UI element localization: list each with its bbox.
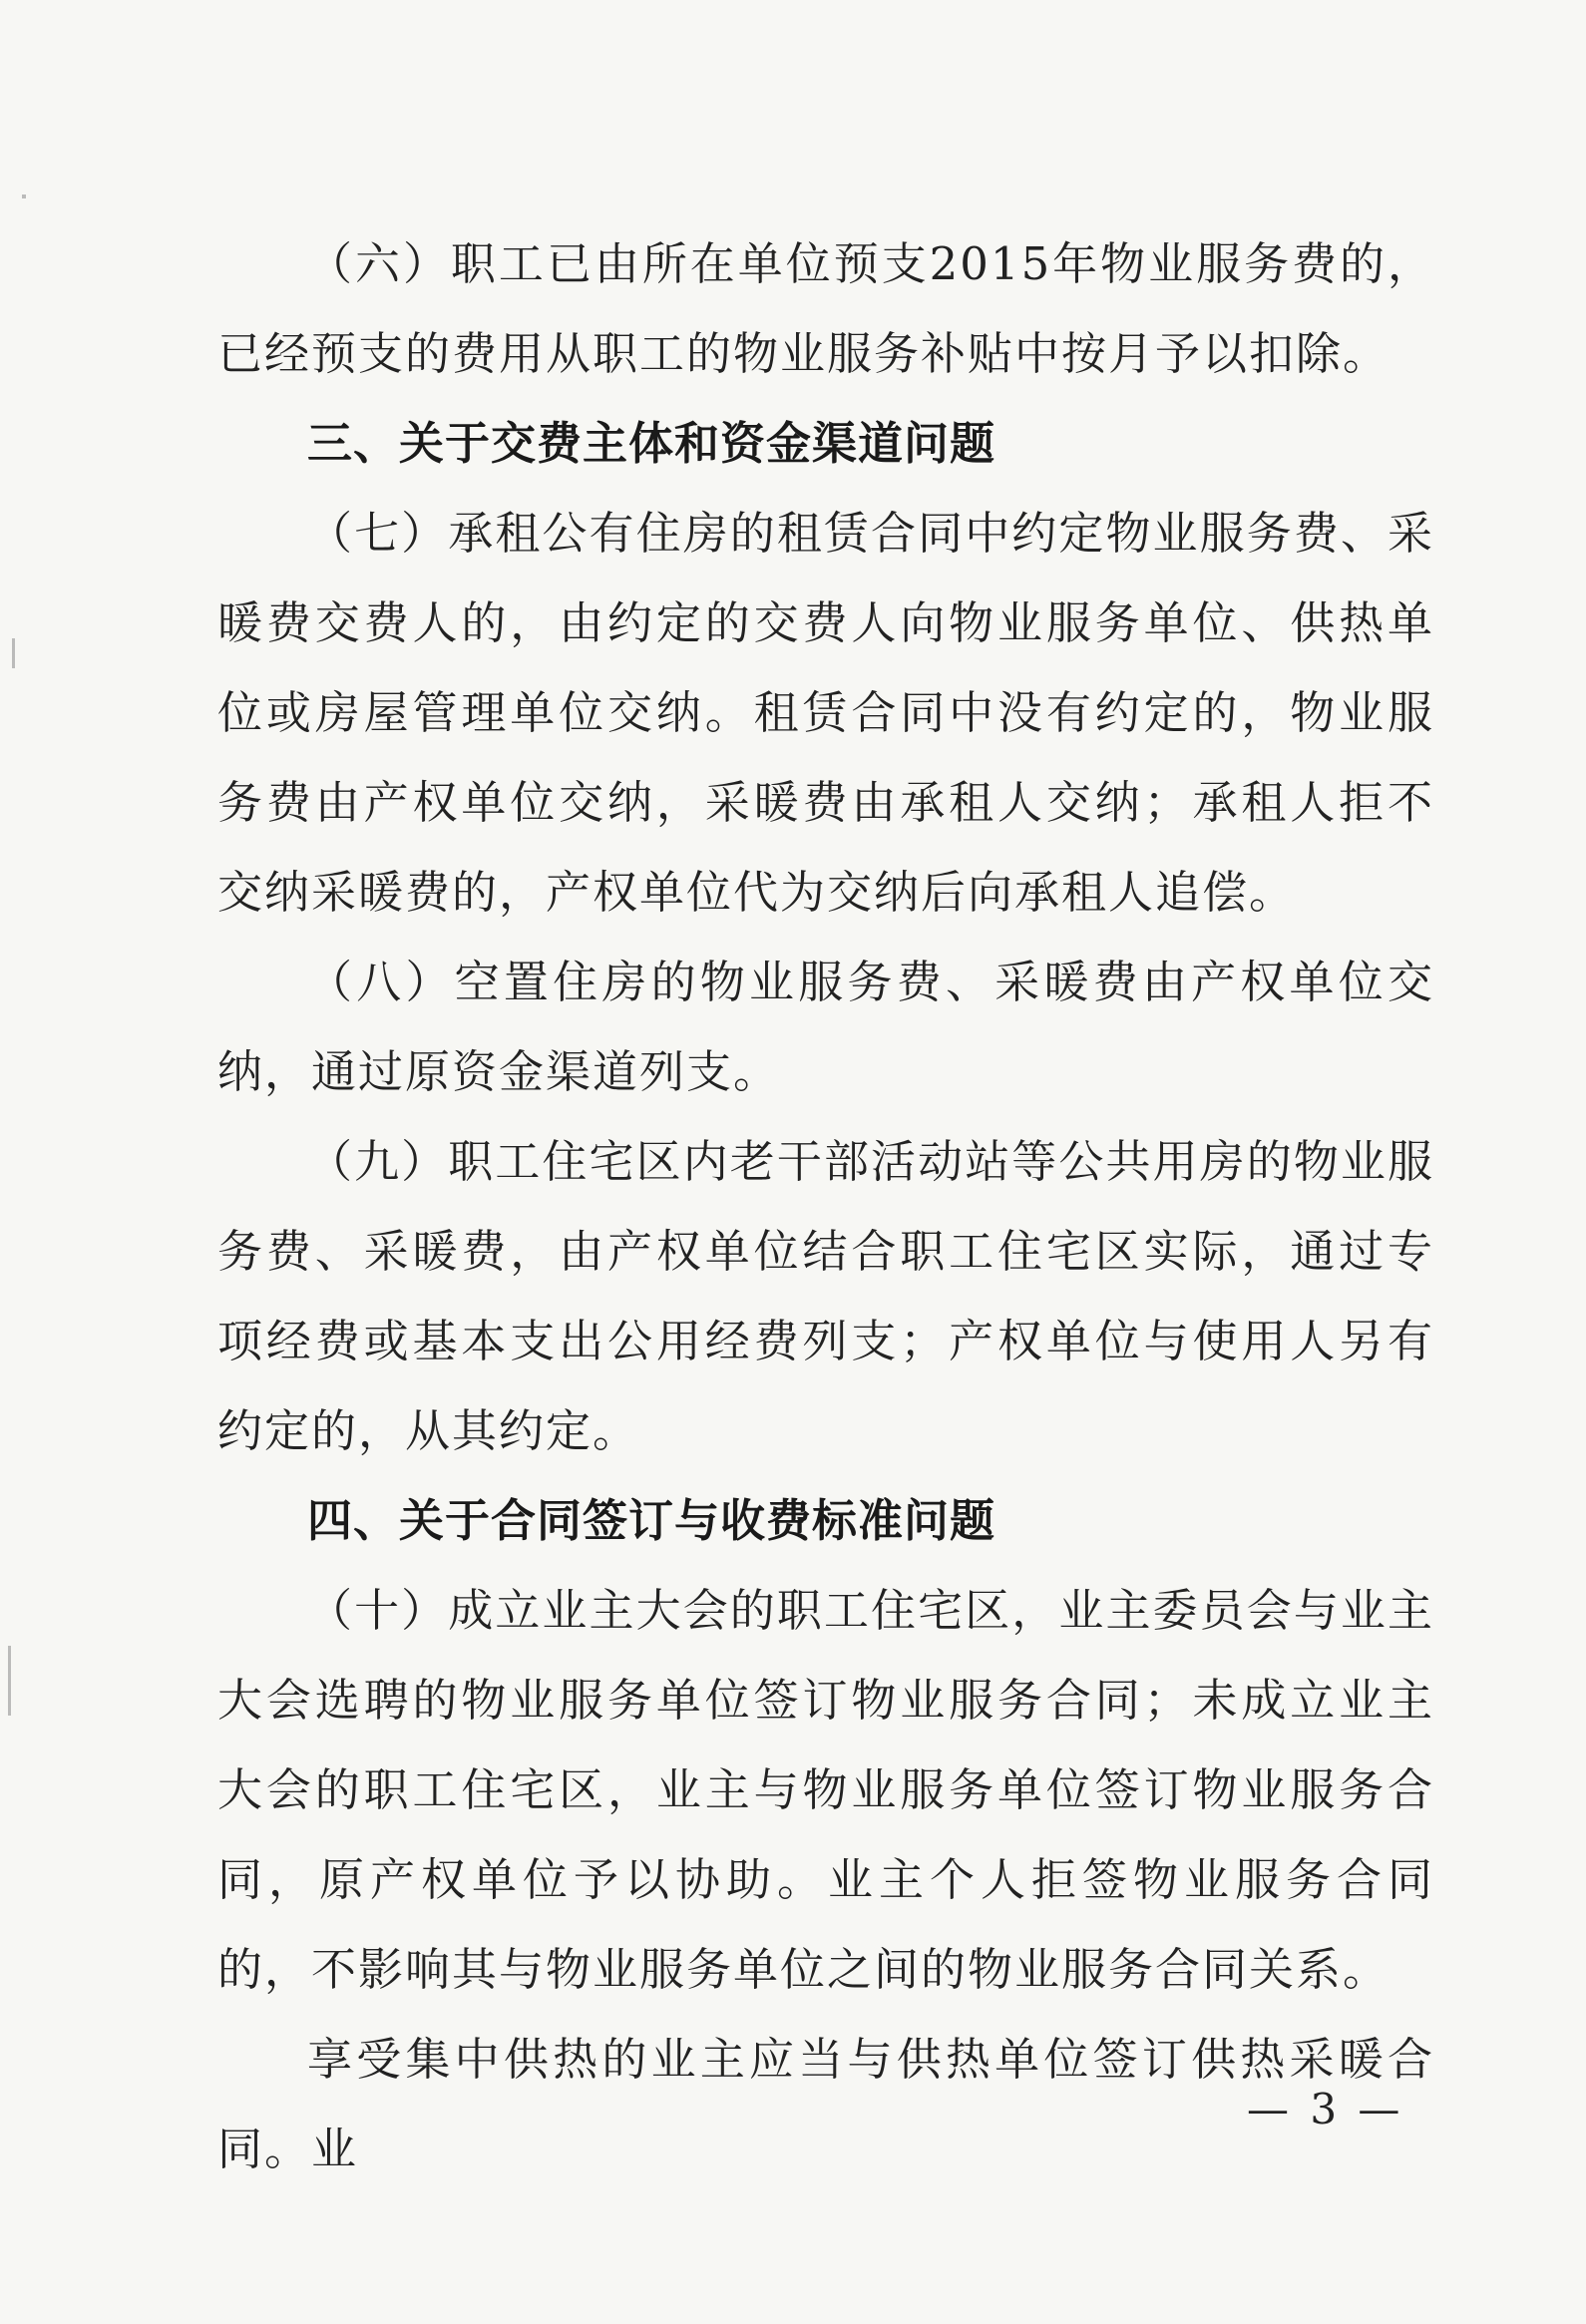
paragraph-continued: 享受集中供热的业主应当与供热单位签订供热采暖合同。业: [217, 2033, 1434, 2175]
paragraph-7: （七）承租公有住房的租赁合同中约定物业服务费、采暖费交费人的，由约定的交费人向物业服务单位、供热单位或房屋管理单位交纳。租赁合同中没有约定的，物业服务费由产权单位交纳，采暖费由承租人交纳；承租人拒不交纳采暖费的，产权单位代为交纳后向承租人追偿。: [217, 507, 1434, 919]
paragraph-10: （十）成立业主大会的职工住宅区，业主委员会与业主大会选聘的物业服务单位签订物业服务合同；未成立业主大会的职工住宅区，业主与物业服务单位签订物业服务合同，原产权单位予以协助。业主个人拒签物业服务合同的，不影响其与物业服务单位之间的物业服务合同关系。: [217, 1584, 1434, 1996]
paragraph-9: （九）职工住宅区内老干部活动站等公共用房的物业服务费、采暖费，由产权单位结合职工住宅区实际，通过专项经费或基本支出公用经费列支；产权单位与使用人另有约定的，从其约定。: [217, 1135, 1434, 1457]
scan-artifact-mark: [8, 1646, 11, 1716]
paragraph-8: （八）空置住房的物业服务费、采暖费由产权单位交纳，通过原资金渠道列支。: [217, 956, 1434, 1098]
section-heading-3: 三、关于交费主体和资金渠道问题: [307, 417, 996, 470]
section-heading-4: 四、关于合同签订与收费标准问题: [307, 1494, 996, 1547]
scan-artifact-mark: [12, 638, 15, 668]
scan-artifact-mark: [22, 194, 26, 198]
paragraph-6: （六）职工已由所在单位预支2015年物业服务费的，已经预支的费用从职工的物业服务补贴中按月予以扣除。: [217, 237, 1434, 380]
page-number: — 3 —: [1247, 2085, 1404, 2133]
document-body: [217, 219, 1434, 2194]
